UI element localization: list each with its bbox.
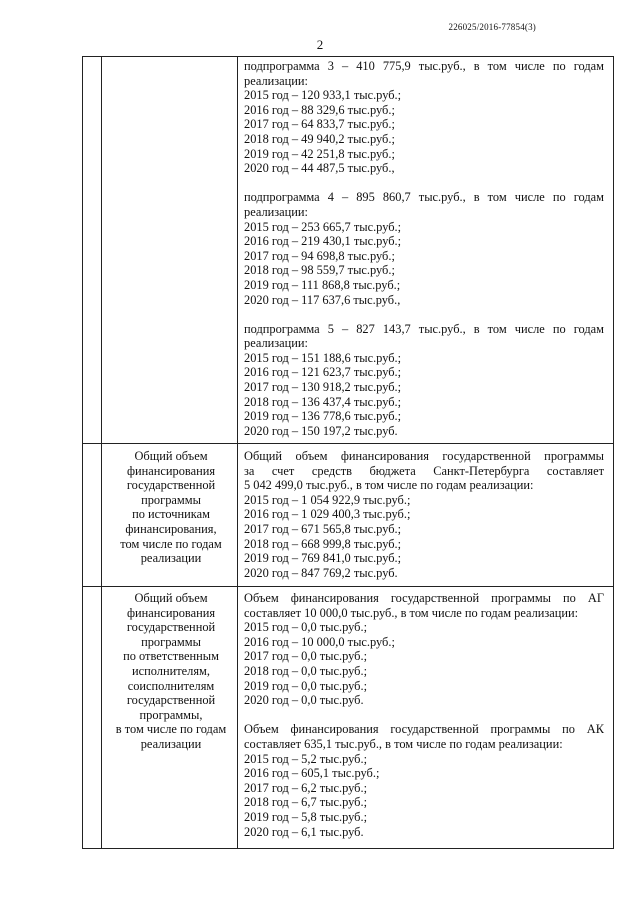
sources-year: 2016 год – 1 029 400,3 тыс.руб.;: [244, 507, 411, 522]
row-divider-2: [82, 586, 614, 587]
document-id: 226025/2016-77854(3): [448, 22, 536, 32]
program-table: [82, 56, 614, 848]
sources-label: Общий объем финансирования государственной программы по источникам финансирования, том числе по годам реализации: [120, 449, 222, 566]
sub5-year: 2019 год – 136 778,6 тыс.руб.;: [244, 409, 402, 424]
sub3-year: 2016 год – 88 329,6 тыс.руб.;: [244, 102, 395, 117]
sub5-year: 2015 год – 151 188,6 тыс.руб.;: [244, 350, 402, 365]
sources-cell: Общий объем финансирования государственной программы за счет средств бюджета Санкт-Петербурга составляет 5 042 499,0 тыс.руб., в том числе по годам реализации: 2015 год – 1 054 922,9 тыс.руб.; 2016 год – 1 029 400,3 тыс.руб.; 2017 год – 671 565,8 тыс.руб.; 2018 год – 668 999,8 тыс.руб.; 2019 год – 769 841,0 тыс.руб.; 2020 год – 847 769,2 тыс.руб.: [244, 449, 604, 580]
ag-year: 2019 год – 0,0 тыс.руб.;: [244, 678, 368, 693]
row-divider-1: [82, 443, 614, 444]
ak-year: 2018 год – 6,7 тыс.руб.;: [244, 795, 368, 810]
sources-year: 2017 год – 671 565,8 тыс.руб.;: [244, 521, 402, 536]
sources-year: 2020 год – 847 769,2 тыс.руб.: [244, 565, 398, 580]
sources-year: 2015 год – 1 054 922,9 тыс.руб.;: [244, 492, 411, 507]
executors-label: Общий объем финансирования государственной программы по ответственным исполнителям, соисполнителям государственной программы, в том числе по годам реализации: [115, 591, 227, 751]
sub4-year: 2015 год – 253 665,7 тыс.руб.;: [244, 219, 402, 234]
ak-year: 2017 год – 6,2 тыс.руб.;: [244, 780, 368, 795]
table-border-left: [82, 56, 83, 848]
ag-year: 2017 год – 0,0 тыс.руб.;: [244, 649, 368, 664]
executors-cell: Объем финансирования государственной программы по АГ составляет 10 000,0 тыс.руб., в том числе по годам реализации: 2015 год – 0,0 тыс.руб.; 2016 год – 10 000,0 тыс.руб.; 2017 год – 0,0 тыс.руб.; 2018 год – 0,0 тыс.руб.; 2019 год – 0,0 тыс.руб.; 2020 год – 0,0 тыс.руб. Объем финансирования государственной программы по АК составляет 635,1 тыс.руб., в том числе по годам реализации: 2015 год – 5,2 тыс.руб.; 2016 год – 605,1 тыс.руб.; 2017 год – 6,2 тыс.руб.; 2018 год – 6,7 тыс.руб.; 2019 год – 5,8 тыс.руб.; 2020 год – 6,1 тыс.руб.: [244, 591, 604, 839]
ak-title: Объем финансирования государственной программы по АК: [244, 722, 604, 737]
ag-year: 2015 год – 0,0 тыс.руб.;: [244, 620, 368, 635]
sub3-year: 2015 год – 120 933,1 тыс.руб.;: [244, 88, 402, 103]
table-divider-1: [101, 56, 102, 848]
ag-year: 2020 год – 0,0 тыс.руб.: [244, 693, 364, 708]
sources-year: 2018 год – 668 999,8 тыс.руб.;: [244, 536, 402, 551]
table-divider-2: [237, 56, 238, 848]
sub5-year: 2016 год – 121 623,7 тыс.руб.;: [244, 365, 402, 380]
sub4-year: 2020 год – 117 637,6 тыс.руб.,: [244, 292, 401, 307]
ag-year: 2018 год – 0,0 тыс.руб.;: [244, 663, 368, 678]
sub4-title: подпрограмма 4 – 895 860,7 тыс.руб., в том числе по годам: [244, 190, 604, 205]
sub5-title: подпрограмма 5 – 827 143,7 тыс.руб., в том числе по годам: [244, 321, 604, 336]
ak-year: 2019 год – 5,8 тыс.руб.;: [244, 809, 368, 824]
table-border-bottom: [82, 848, 614, 849]
sub5-year: 2017 год – 130 918,2 тыс.руб.;: [244, 380, 402, 395]
sub3-year: 2017 год – 64 833,7 тыс.руб.;: [244, 117, 395, 132]
sub3-year: 2019 год – 42 251,8 тыс.руб.;: [244, 146, 395, 161]
sub5-year: 2018 год – 136 437,4 тыс.руб.;: [244, 394, 402, 409]
sub4-year: 2018 год – 98 559,7 тыс.руб.;: [244, 263, 395, 278]
table-border-top: [82, 56, 614, 57]
ak-year: 2015 год – 5,2 тыс.руб.;: [244, 751, 368, 766]
sub4-year: 2019 год – 111 868,8 тыс.руб.;: [244, 277, 401, 292]
ag-year: 2016 год – 10 000,0 тыс.руб.;: [244, 634, 395, 649]
ak-year: 2020 год – 6,1 тыс.руб.: [244, 824, 364, 839]
sub4-year: 2017 год – 94 698,8 тыс.руб.;: [244, 248, 395, 263]
sources-year: 2019 год – 769 841,0 тыс.руб.;: [244, 551, 402, 566]
sub3-year: 2018 год – 49 940,2 тыс.руб.;: [244, 131, 395, 146]
ag-title: Объем финансирования государственной программы по АГ: [244, 591, 604, 605]
sub3-title: подпрограмма 3 – 410 775,9 тыс.руб., в том числе по годам: [244, 59, 604, 73]
ak-year: 2016 год – 605,1 тыс.руб.;: [244, 766, 380, 781]
sub4-year: 2016 год – 219 430,1 тыс.руб.;: [244, 234, 402, 249]
table-border-right: [613, 56, 614, 848]
page-number: 2: [316, 37, 324, 52]
sub5-year: 2020 год – 150 197,2 тыс.руб.: [244, 423, 398, 438]
subprograms-cell: подпрограмма 3 – 410 775,9 тыс.руб., в том числе по годам реализации: 2015 год – 120 933,1 тыс.руб.; 2016 год – 88 329,6 тыс.руб.; 2017 год – 64 833,7 тыс.руб.; 2018 год – 49 940,2 тыс.руб.; 2019 год – 42 251,8 тыс.руб.; 2020 год – 44 487,5 тыс.руб., подпрограмма 4 – 895 860,7 тыс.руб., в том числе по годам реализации: 2015 год – 253 665,7 тыс.руб.; 2016 год – 219 430,1 тыс.руб.; 2017 год – 94 698,8 тыс.руб.; 2018 год – 98 559,7 тыс.руб.; 2019 год – 111 868,8 тыс.руб.; 2020 год – 117 637,6 тыс.руб., подпрограмма 5 – 827 143,7 тыс.руб., в том числе по годам реализации: 2015 год – 151 188,6 тыс.руб.; 2016 год – 121 623,7 тыс.руб.; 2017 год – 130 918,2 тыс.руб.; 2018 год – 136 437,4 тыс.руб.; 2019 год – 136 778,6 тыс.руб.; 2020 год – 150 197,2 тыс.руб.: [244, 59, 604, 438]
sub3-year: 2020 год – 44 487,5 тыс.руб.,: [244, 161, 395, 176]
